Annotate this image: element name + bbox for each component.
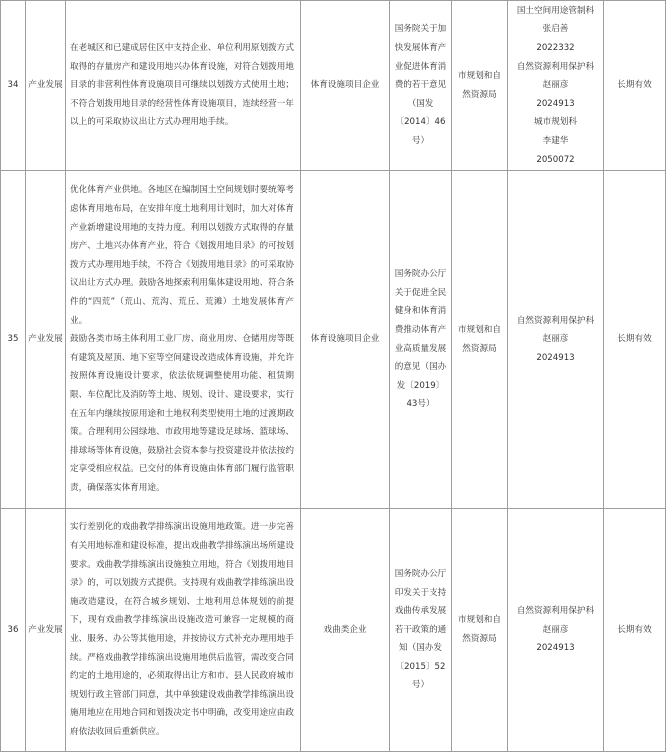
description-paragraph: 鼓励各类市场主体利用工业厂房、商业用房、仓储用房等既有建筑及屋顶、地下室等空间建设改造成体育设施，并允许按照体育设施设计要求，依法依规调整使用功能、租赁期限、车位配比及消防等土地、规划、设计、建设要求，实行在五年内继续按原用途和土地权利类型使用土地的过渡期政策。合理利用公园绿地、市政用地等建设足球场、篮球场、排球场等体育设施，鼓励社会资本参与投资建设并依法按约定享受相应权益。已交付的体育设施由体育部门履行监管职责，确保落实体育用途。 (70, 334, 294, 493)
contact-line: 李建华 (542, 135, 569, 146)
contact-line: 2022332 (536, 43, 575, 54)
contact-line: 自然资源利用保护科 (516, 606, 595, 617)
validity-cell: 长期有效 (604, 171, 666, 509)
contact-line: 2024913 (536, 643, 575, 654)
contact-line: 2024913 (536, 352, 575, 363)
contact-line: 自然资源利用保护科 (516, 61, 595, 72)
policy-source: 国务院办公厅印发关于支持戏曲传承发展若干政策的通知（国办发〔2015〕52号） (390, 509, 452, 752)
project-cell: 戏曲类企业 (301, 509, 390, 752)
row-number: 35 (1, 171, 26, 509)
project-cell: 体育设施项目企业 (301, 171, 390, 509)
contact-line: 2024913 (536, 98, 575, 109)
contact-line: 赵丽彦 (542, 624, 569, 635)
policy-description (66, 171, 301, 509)
department-cell: 市规划和自然资源局 (452, 171, 508, 509)
policy-source: 国务院关于加快发展体育产业促进体育消费的若干意见（国发〔2014〕46号） (390, 1, 452, 171)
policy-source: 国务院办公厅关于促进全民健身和体育消费推动体育产业高质量发展的意见（国办发〔2019〕43号） (390, 171, 452, 509)
table-row (1, 1, 666, 171)
contact-line: 2050072 (536, 154, 575, 165)
department-cell: 市规划和自然资源局 (452, 509, 508, 752)
description-paragraph: 实行差别化的戏曲教学排练演出设施用地政策。进一步完善有关用地标准和建设标准，提出戏曲教学排练演出场所建设要求。戏曲教学排练演出设施独立用地，符合《划拨用地目录》的，可以划拨方式提供。支持现有戏曲教学排练演出设施改造建设，在符合城乡规划、土地利用总体规划的前提下，现有戏曲教学排练演出设施改造可兼容一定规模的商业、服务、办公等其他用途，并按协议方式补充办理用地手续。严格戏曲教学排练演出设施用地供后监管，需改变合同约定的土地用途的，必须取得出让方和市、县人民政府城市规划行政主管部门同意，其中单独建设戏曲教学排练演出设施用地应在用地合同和划拨决定书中明确，改变用途应由政府依法收回后重新供应。 (70, 522, 294, 737)
contact-line: 赵丽彦 (542, 80, 569, 91)
category-cell: 产业发展 (26, 509, 66, 752)
category-cell: 产业发展 (26, 171, 66, 509)
description-paragraph: 在老城区和已建成居住区中支持企业、单位利用原划拨方式取得的存量房产和建设用地兴办体育设施，对符合划拨用地目录的非营利性体育设施项目可继续以划拨方式使用土地；不符合划拨用地目录的经营性体育设施项目，连续经营一年以上的可采取协议出让方式办理用地手续。 (70, 43, 294, 128)
validity-cell: 长期有效 (604, 509, 666, 752)
category-cell: 产业发展 (26, 1, 66, 171)
policy-description (66, 1, 301, 171)
contact-cell (508, 509, 604, 752)
description-paragraph: 优化体育产业供地。各地区在编制国土空间规划时要统筹考虑体育用地布局，在安排年度土地利用计划时，加大对体育产业新增建设用地的支持力度。利用以划拨方式取得的存量房产、土地兴办体育产业，符合《划拨用地目录》的可按划拨方式办理用地手续，不符合《划拨用地目录》的可采取协议出让方式办理。鼓励各地探索利用集体建设用地、符合条件的“四荒”（荒山、荒沟、荒丘、荒滩）土地发展体育产业。 (70, 185, 294, 326)
table-row (1, 171, 666, 509)
contact-line: 自然资源利用保护科 (516, 315, 595, 326)
contact-line: 张启善 (542, 24, 569, 35)
contact-line: 城市规划科 (534, 117, 577, 128)
contact-cell (508, 171, 604, 509)
contact-cell (508, 1, 604, 171)
validity-cell: 长期有效 (604, 1, 666, 171)
row-number: 34 (1, 1, 26, 171)
table-row (1, 509, 666, 752)
project-cell: 体育设施项目企业 (301, 1, 390, 171)
contact-line: 赵丽彦 (542, 334, 569, 345)
contact-line: 国土空间用途管制科 (516, 5, 595, 16)
department-cell: 市规划和自然资源局 (452, 1, 508, 171)
row-number: 36 (1, 509, 26, 752)
policy-description (66, 509, 301, 752)
